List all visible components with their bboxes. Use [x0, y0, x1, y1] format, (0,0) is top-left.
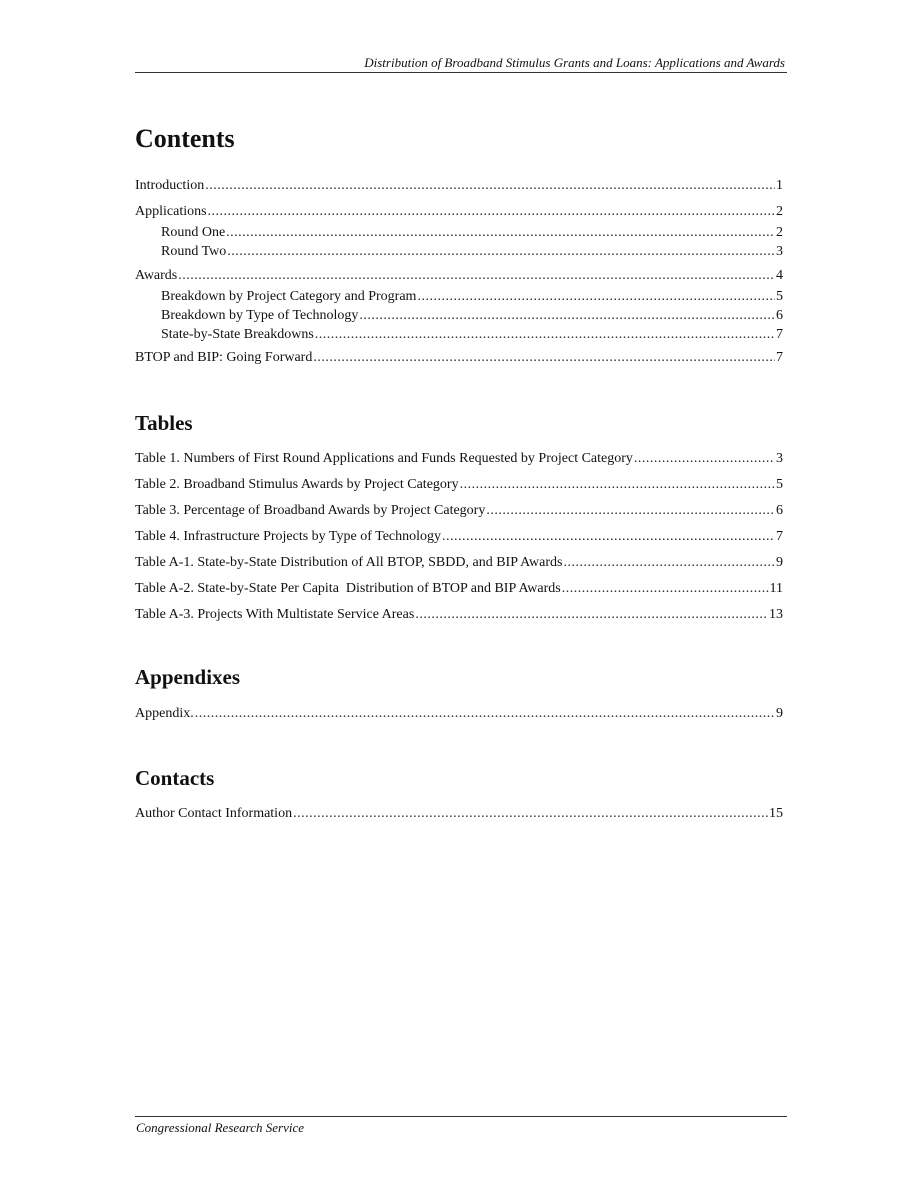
toc-entry-page: 3: [776, 451, 783, 466]
toc-entry-page: 4: [776, 268, 783, 283]
footer-rule: [135, 1116, 787, 1117]
toc-entry-label: Table A-3. Projects With Multistate Service Areas: [135, 607, 415, 622]
toc-entry-page: 5: [776, 477, 783, 492]
toc-entry-label: Table A-2. State-by-State Per Capita Distribution of BTOP and BIP Awards: [135, 581, 561, 596]
toc-entry-awards[interactable]: [135, 267, 783, 285]
dot-leader: [486, 502, 775, 520]
toc-entry-page: 9: [776, 555, 783, 570]
toc-entry-round-one[interactable]: [161, 224, 783, 242]
dot-leader: [227, 243, 775, 261]
toc-entry-page: 7: [776, 327, 783, 342]
dot-leader: [313, 349, 775, 367]
appendixes-heading: Appendixes: [135, 665, 241, 689]
dot-leader: [315, 326, 775, 344]
toc-entry-label: BTOP and BIP: Going Forward: [135, 350, 313, 365]
toc-entry-table-a1[interactable]: [135, 554, 783, 572]
toc-entry-introduction[interactable]: [135, 177, 783, 195]
toc-entry-label: Breakdown by Project Category and Program: [161, 289, 417, 304]
toc-entry-label: Author Contact Information: [135, 806, 293, 821]
dot-leader: [226, 224, 775, 242]
tables-heading: Tables: [135, 411, 193, 435]
toc-entry-going-forward[interactable]: [135, 349, 783, 367]
footer-organization: Congressional Research Service: [136, 1120, 304, 1135]
toc-entry-page: 7: [776, 350, 783, 365]
toc-entry-page: 15: [769, 806, 783, 821]
toc-entry-table-4[interactable]: [135, 528, 783, 546]
dot-leader: [205, 177, 775, 195]
dot-leader: [178, 267, 775, 285]
toc-entry-table-1[interactable]: [135, 450, 783, 468]
toc-entry-applications[interactable]: [135, 203, 783, 221]
dot-leader: [359, 307, 775, 325]
dot-leader: [195, 705, 775, 723]
toc-entry-label: Table 2. Broadband Stimulus Awards by Project Category: [135, 477, 459, 492]
toc-entry-page: 1: [776, 178, 783, 193]
dot-leader: [208, 203, 775, 221]
toc-entry-page: 5: [776, 289, 783, 304]
toc-entry-label: Appendix.: [135, 706, 194, 721]
toc-entry-label: Applications: [135, 204, 207, 219]
toc-entry-label: Breakdown by Type of Technology: [161, 308, 359, 323]
toc-entry-label: Introduction: [135, 178, 205, 193]
toc-entry-label: Table 4. Infrastructure Projects by Type of Technology: [135, 529, 442, 544]
toc-entry-label: State-by-State Breakdowns: [161, 327, 314, 342]
toc-entry-label: Round One: [161, 225, 226, 240]
toc-entry-round-two[interactable]: [161, 243, 783, 261]
contents-heading: Contents: [135, 124, 235, 153]
running-header-title: Distribution of Broadband Stimulus Grants and Loans: Applications and Awards: [364, 55, 785, 70]
toc-entry-breakdown-category[interactable]: [161, 288, 783, 306]
dot-leader: [417, 288, 775, 306]
toc-entry-label: Table 1. Numbers of First Round Applications and Funds Requested by Project Category: [135, 451, 633, 466]
dot-leader: [563, 554, 775, 572]
contacts-heading: Contacts: [135, 766, 215, 790]
dot-leader: [415, 606, 768, 624]
dot-leader: [634, 450, 775, 468]
toc-entry-page: 6: [776, 503, 783, 518]
toc-entry-table-a2[interactable]: [135, 580, 783, 598]
toc-entry-table-2[interactable]: [135, 476, 783, 494]
toc-entry-table-3[interactable]: [135, 502, 783, 520]
toc-entry-page: 3: [776, 244, 783, 259]
toc-entry-label: Table 3. Percentage of Broadband Awards by Project Category: [135, 503, 486, 518]
toc-entry-author-contact[interactable]: [135, 805, 783, 823]
toc-entry-page: 6: [776, 308, 783, 323]
toc-entry-label: Round Two: [161, 244, 227, 259]
header-rule: [135, 72, 787, 73]
toc-entry-appendix[interactable]: [135, 705, 783, 723]
dot-leader: [442, 528, 775, 546]
toc-entry-page: 11: [769, 581, 783, 596]
toc-entry-state-breakdowns[interactable]: [161, 326, 783, 344]
dot-leader: [293, 805, 768, 823]
dot-leader: [460, 476, 775, 494]
toc-entry-breakdown-technology[interactable]: [161, 307, 783, 325]
toc-entry-page: 2: [776, 225, 783, 240]
toc-entry-page: 2: [776, 204, 783, 219]
toc-entry-page: 7: [776, 529, 783, 544]
toc-entry-label: Table A-1. State-by-State Distribution of All BTOP, SBDD, and BIP Awards: [135, 555, 563, 570]
toc-entry-page: 13: [769, 607, 783, 622]
toc-entry-label: Awards: [135, 268, 178, 283]
toc-entry-page: 9: [776, 706, 783, 721]
dot-leader: [562, 580, 769, 598]
toc-entry-table-a3[interactable]: [135, 606, 783, 624]
